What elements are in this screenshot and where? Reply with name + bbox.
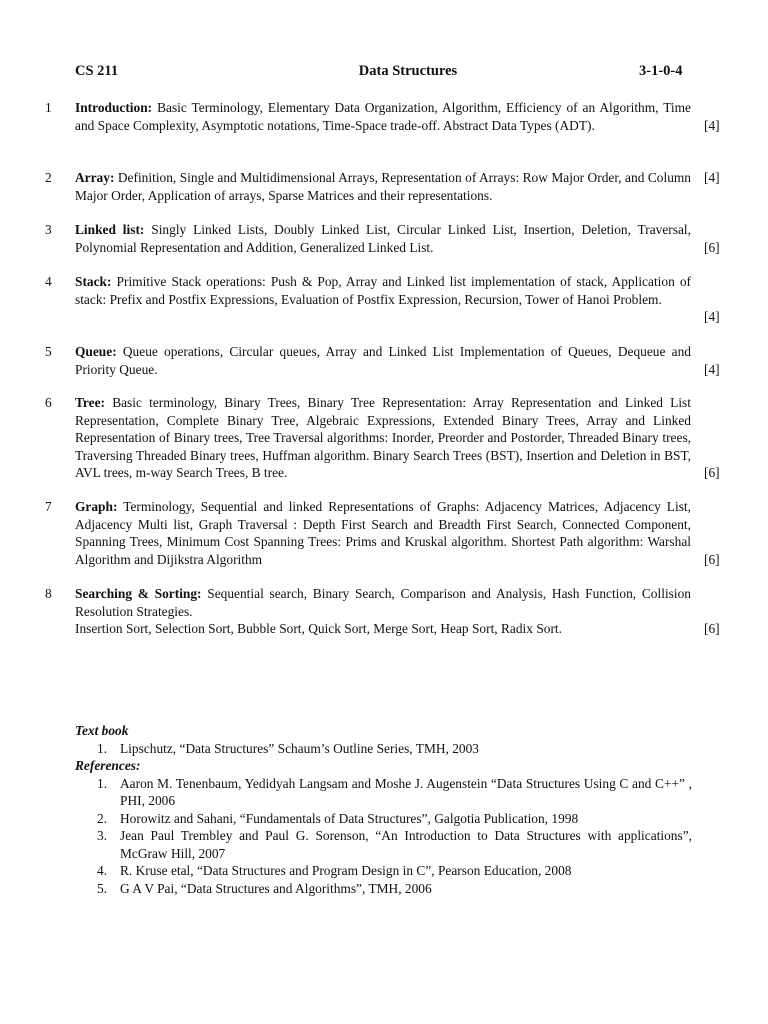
unit-text: Basic Terminology, Elementary Data Organization, Algorithm, Efficiency of an Algorithm, Time and Space Complexity, Asymptotic notations, Time-Space trade-off. Abstract Data Types (ADT).	[75, 100, 691, 133]
list-item	[75, 775, 692, 810]
unit-body	[75, 273, 691, 308]
unit-title: Tree:	[75, 395, 105, 410]
list-item	[75, 880, 692, 898]
list-item	[75, 827, 692, 862]
references-heading: References:	[75, 758, 141, 773]
unit-title: Queue:	[75, 344, 117, 359]
list-item-number: 1.	[97, 740, 108, 756]
textbook-list	[75, 740, 692, 758]
list-item-text: R. Kruse etal, “Data Structures and Program Design in C”, Pearson Education, 2008	[120, 863, 572, 878]
unit-hours: [4]	[704, 170, 720, 185]
unit-text: Singly Linked Lists, Doubly Linked List, Circular Linked List, Insertion, Deletion, Traversal, Polynomial Representation and Addition, Generalized Linked List.	[75, 222, 691, 255]
list-item	[75, 862, 692, 880]
unit-hours: [4]	[704, 361, 720, 377]
unit-title: Graph:	[75, 499, 118, 514]
unit-number: 1	[45, 100, 52, 115]
unit-hours: [6]	[704, 621, 720, 636]
unit-number: 4	[45, 274, 52, 289]
list-item-number: 3.	[97, 828, 108, 843]
unit-body	[75, 221, 691, 256]
course-credits: 3-1-0-4	[639, 63, 683, 79]
unit-body	[75, 498, 691, 568]
unit-number: 7	[45, 499, 52, 514]
unit-text: Basic terminology, Binary Trees, Binary Tree Representation: Array Representation and Linked List Representation, Complete Binary Tree, Algebraic Expressions, Extended Binary Trees, Array and Linked Representation of Binary trees, Tree Traversal algorithms: Inorder, Preorder and Postorder, Threaded Binary trees, Traversing Threaded Binary trees, Huffman algorithm. Binary Search Trees (BST), Insertion and Deletion in BST, AVL trees, m-way Search Trees, B tree.	[75, 395, 691, 480]
references-list	[75, 775, 692, 898]
list-item-number: 1.	[97, 775, 108, 791]
unit-text: Primitive Stack operations: Push & Pop, Array and Linked list implementation of stack, Application of stack: Prefix and Postfix Expressions, Evaluation of Postfix Expression, Recursion, Tower of Hanoi Problem.	[75, 274, 691, 307]
unit-text: Queue operations, Circular queues, Array and Linked List Implementation of Queues, Dequeue and Priority Queue.	[75, 344, 691, 377]
unit-title: Linked list:	[75, 222, 145, 237]
list-item-text: Aaron M. Tenenbaum, Yedidyah Langsam and Moshe J. Augenstein “Data Structures Using C and C++” , PHI, 2006	[120, 775, 692, 808]
books-section	[75, 722, 692, 897]
list-item-number: 2.	[97, 810, 108, 826]
unit-title: Array:	[75, 170, 115, 185]
list-item-text: Horowitz and Sahani, “Fundamentals of Data Structures”, Galgotia Publication, 1998	[120, 810, 579, 826]
unit-hours: [4]	[704, 117, 720, 133]
list-item-text: Lipschutz, “Data Structures” Schaum’s Outline Series, TMH, 2003	[120, 740, 479, 756]
unit-number: 3	[45, 222, 52, 237]
unit-text: Sequential search, Binary Search, Comparison and Analysis, Hash Function, Collision Resolution Strategies.	[75, 586, 691, 619]
unit-number: 5	[45, 344, 52, 359]
unit-number: 8	[45, 586, 52, 601]
list-item	[75, 810, 692, 828]
unit-title: Introduction:	[75, 100, 153, 115]
unit-body	[75, 99, 691, 134]
unit-text: Definition, Single and Multidimensional Arrays, Representation of Arrays: Row Major Order, and Column Major Order, Application of arrays, Sparse Matrices and their representations.	[75, 170, 691, 203]
unit-body	[75, 585, 691, 638]
unit-body	[75, 394, 691, 482]
course-code: CS 211	[75, 63, 119, 79]
unit-title: Stack:	[75, 274, 112, 289]
unit-text: Terminology, Sequential and linked Representations of Graphs: Adjacency Matrices, Adjacency List, Adjacency Multi list, Graph Traversal : Depth First Search and Breadth First Search, Connected Component, Spanning Trees, Minimum Cost Spanning Trees: Prims and Kruskal algorithm. Shortest Path algorithm: Warshal Algorithm and Dijikstra Algorithm	[75, 499, 691, 567]
list-item-text: Jean Paul Trembley and Paul G. Sorenson, “An Introduction to Data Structures with applications”, McGraw Hill, 2007	[120, 828, 692, 861]
unit-number: 6	[45, 395, 52, 410]
list-item-text: G A V Pai, “Data Structures and Algorithms”, TMH, 2006	[120, 880, 432, 896]
course-header	[0, 63, 768, 83]
list-item-number: 4.	[97, 863, 108, 878]
unit-hours: [6]	[704, 465, 720, 480]
unit-body	[75, 343, 691, 378]
list-item-number: 5.	[97, 880, 108, 896]
unit-hours: [6]	[704, 551, 720, 567]
unit-body	[75, 169, 691, 204]
textbook-heading: Text book	[75, 723, 129, 738]
unit-text-continued: Insertion Sort, Selection Sort, Bubble Sort, Quick Sort, Merge Sort, Heap Sort, Radix Sort.	[75, 621, 562, 636]
list-item	[75, 740, 692, 758]
unit-number: 2	[45, 170, 52, 185]
unit-title: Searching & Sorting:	[75, 586, 202, 601]
course-title: Data Structures	[358, 63, 458, 79]
unit-hours: [4]	[704, 309, 720, 324]
unit-hours: [6]	[704, 239, 720, 255]
